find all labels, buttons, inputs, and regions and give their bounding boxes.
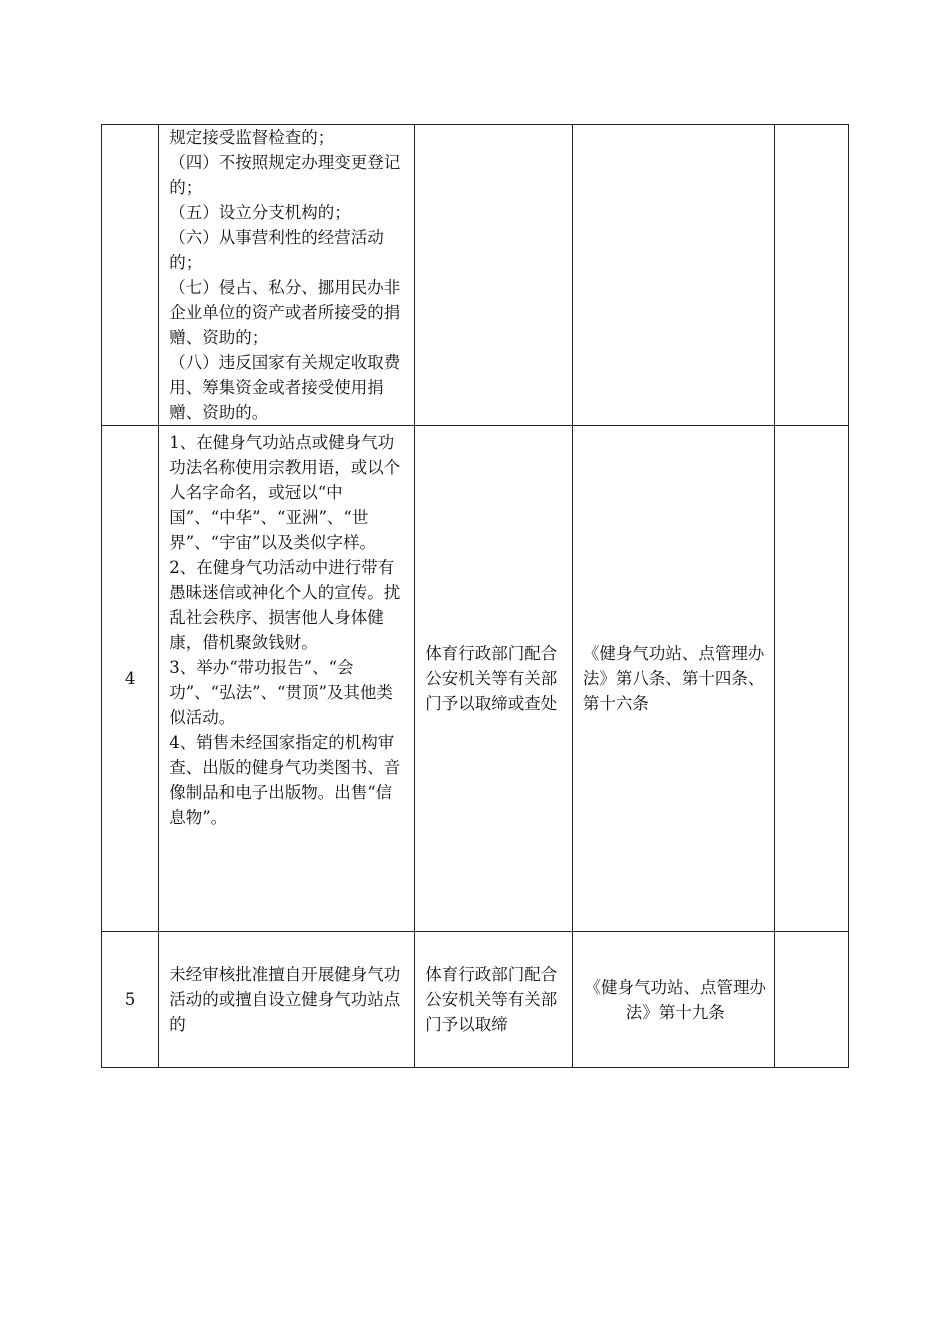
violation-item: 规定接受监督检查的； — [169, 128, 335, 147]
regulation-table — [101, 124, 849, 1068]
basis-text: 《健身气功站、点管理办法》第八条、第十四条、第十六条 — [582, 644, 765, 713]
violation-cell — [159, 932, 415, 1068]
table-row — [102, 932, 849, 1068]
violation-cell — [159, 125, 415, 426]
violation-item: 3、举办“带功报告”、“会功”、“弘法”、“贯顶”及其他类似活动。 — [169, 658, 393, 727]
violation-item: （四）不按照规定办理变更登记的； — [169, 153, 401, 197]
violation-item: 2、在健身气功活动中进行带有愚昧迷信或神化个人的宣传。扰乱社会秩序、损害他人身体健康，借机聚敛钱财。 — [169, 558, 401, 652]
row-number-cell — [102, 125, 159, 426]
measure-cell — [415, 125, 573, 426]
violation-item: （五）设立分支机构的； — [169, 203, 351, 222]
row-number: 4 — [124, 669, 136, 688]
measure-text: 体育行政部门配合公安机关等有关部门予以取缔 — [425, 965, 558, 1034]
measure-text: 体育行政部门配合公安机关等有关部门予以取缔或查处 — [425, 644, 558, 713]
note-cell — [774, 125, 848, 426]
violation-item: 未经审核批准擅自开展健身气功活动的或擅自设立健身气功站点的 — [169, 965, 401, 1034]
note-cell — [774, 932, 848, 1068]
violation-item: 4、销售未经国家指定的机构审查、出版的健身气功类图书、音像制品和电子出版物。出售“信息物”。 — [169, 733, 401, 827]
violation-item: （六）从事营利性的经营活动的； — [169, 228, 384, 272]
measure-cell — [415, 932, 573, 1068]
row-number-cell — [102, 932, 159, 1068]
violation-item: （七）侵占、私分、挪用民办非企业单位的资产或者所接受的捐赠、资助的； — [169, 278, 401, 347]
table-row — [102, 125, 849, 426]
basis-text: 《健身气功站、点管理办法》第十九条 — [584, 977, 766, 1022]
violation-item: （八）违反国家有关规定收取费用、筹集资金或者接受使用捐赠、资助的。 — [169, 353, 401, 422]
violation-cell — [159, 426, 415, 932]
table-row — [102, 426, 849, 932]
basis-cell — [572, 125, 774, 426]
note-cell — [774, 426, 848, 932]
measure-cell — [415, 426, 573, 932]
row-number: 5 — [124, 990, 136, 1009]
violation-item: 1、在健身气功站点或健身气功功法名称使用宗教用语，或以个人名字命名，或冠以“中国”、“中华”、“亚洲”、“世界”、“宇宙”以及类似字样。 — [169, 433, 401, 552]
row-number-cell — [102, 426, 159, 932]
basis-cell — [572, 932, 774, 1068]
basis-cell — [572, 426, 774, 932]
